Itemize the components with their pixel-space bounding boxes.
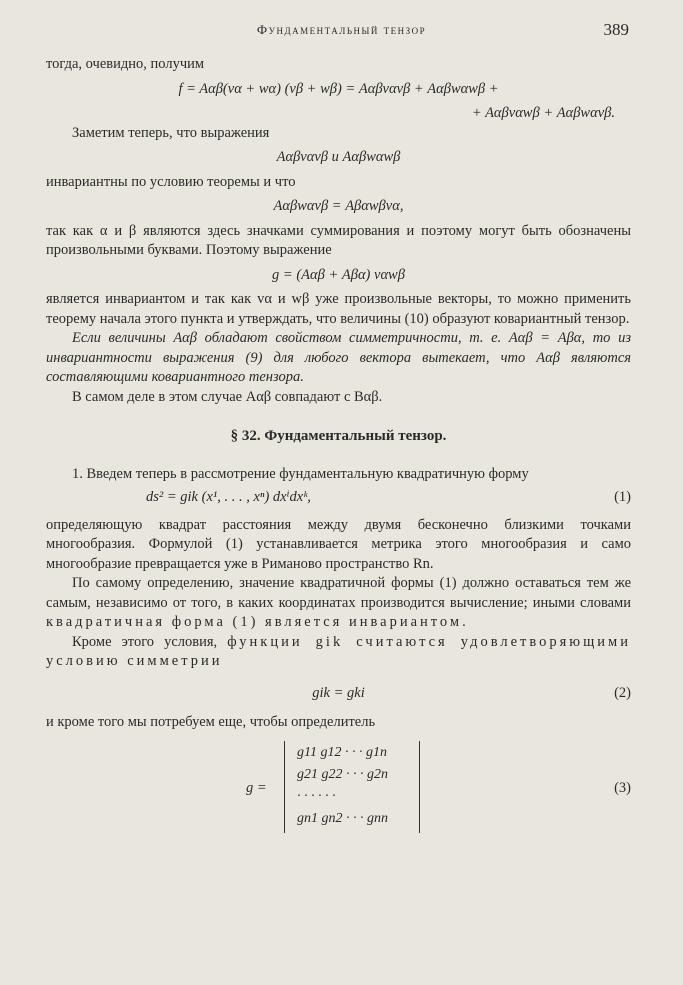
- matrix-row: g11 g12 · · · g1n: [297, 744, 387, 760]
- paragraph: определяющую квадрат расстояния между двумя бесконечно близкими точками многообразия. Формулой (1) устанавливается метрика этого многообразия и само многообразие превращается уже в Риманово пространство Rn.: [46, 516, 631, 572]
- equation-invariants: Aαβvαvβ и Aαβwαwβ: [276, 149, 401, 165]
- paragraph: [46, 574, 631, 633]
- equation-1-body: ds² = gik (x¹, . . . , xⁿ) dxⁱdxᵏ,: [146, 489, 311, 505]
- equation-1: [46, 488, 631, 508]
- matrix-row: gn1 gn2 · · · gnn: [297, 810, 388, 826]
- determinant: [46, 741, 631, 837]
- italic-statement: [46, 329, 631, 388]
- section-title: § 32. Фундаментальный тензор.: [230, 428, 447, 444]
- running-title: Фундаментальный тензор: [256, 22, 427, 37]
- paragraph: Заметим теперь, что выражения: [72, 124, 270, 141]
- paragraph: так как α и β являются здесь значками суммирования и поэтому могут быть обозначены произвольными буквами. Поэтому выражение: [46, 222, 631, 258]
- equation-symmetry: Aαβwαvβ = Aβαwβvα,: [273, 198, 404, 214]
- page-content: [46, 55, 631, 837]
- paragraph: и кроме того мы потребуем еще, чтобы определитель: [46, 714, 376, 730]
- paragraph: [46, 633, 631, 672]
- equation-f-line1: f = Aαβ(vα + wα) (vβ + wβ) = Aαβvαvβ + Aαβwαwβ +: [178, 80, 499, 97]
- italic-text: Если величины Aαβ обладают свойством симметричности, т. е. Aαβ = Aβα, то из инвариантности выражения (9) для любого вектора вытекает, что Aαβ являются составляющими ковариантного тензора.: [46, 330, 631, 385]
- paragraph: инвариантны по условию теоремы и что: [46, 173, 296, 190]
- equation-g: g = (Aαβ + Aβα) vαwβ: [272, 266, 405, 283]
- page-number: 389: [603, 20, 629, 39]
- paragraph: В самом деле в этом случае Aαβ совпадают с Bαβ.: [72, 388, 383, 405]
- equation-number: (2): [614, 684, 631, 701]
- text-run: По самому определению, значение квадратичной формы (1) должно оставаться тем же самым, независимо от того, в каких координатах производится вычисление; иными словами: [46, 575, 631, 611]
- determinant-label: g =: [246, 779, 267, 796]
- matrix-row: · · · · · ·: [297, 788, 336, 804]
- paragraph: 1. Введем теперь в рассмотрение фундаментальную квадратичную форму: [72, 465, 529, 482]
- equation-f-line2: + Aαβvαwβ + Aαβwαvβ.: [471, 105, 615, 121]
- determinant-matrix: [284, 741, 420, 833]
- paragraph: тогда, очевидно, получим: [46, 56, 205, 72]
- paragraph: является инвариантом и так как vα и wβ уже произвольные векторы, то можно применить теорему начала этого пункта и утверждать, что величины (10) образуют ковариантный тензор.: [46, 291, 631, 327]
- equation-number: (1): [614, 489, 631, 505]
- spaced-text: квадратичная форма (1) является инвариантом.: [46, 614, 469, 630]
- equation-2-body: gik = gki: [312, 684, 365, 701]
- spaced-text: функции gik считаются удовлетворяющими условию симметрии: [46, 633, 631, 669]
- equation-number: (3): [614, 779, 631, 796]
- matrix-row: g21 g22 · · · g2n: [297, 766, 388, 782]
- equation-2: [46, 684, 631, 704]
- page-header: [0, 20, 683, 44]
- text-run: Кроме этого условия,: [72, 633, 228, 650]
